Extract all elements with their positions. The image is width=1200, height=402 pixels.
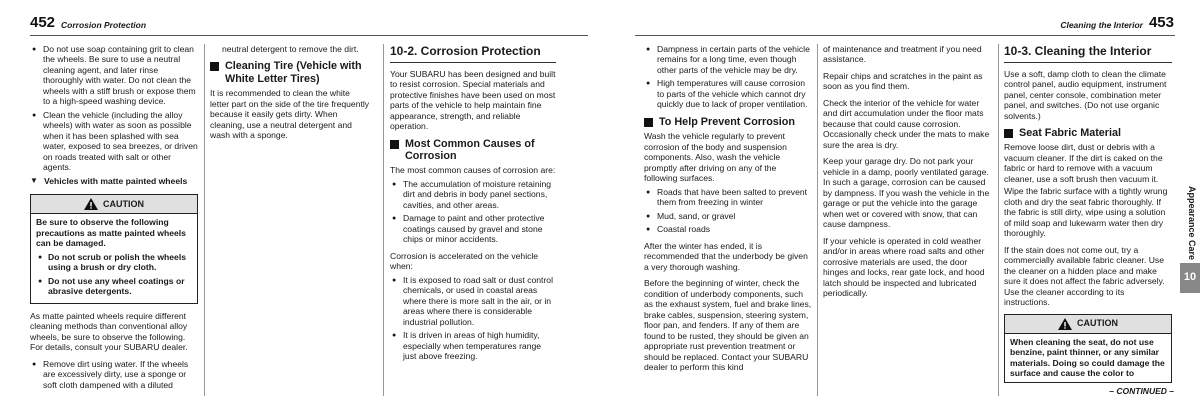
square-bullet-icon: [390, 140, 399, 149]
square-bullet-icon: [210, 62, 219, 71]
caution-title: CAUTION: [103, 198, 144, 209]
square-bullet-icon: [644, 118, 653, 127]
matte-wheels-list: [30, 359, 198, 390]
wash-paragraph: Wash the vehicle regularly to prevent corrosion of the body and suspension components. Also, wash the vehicle promptly after driving on any of the following surfaces.: [644, 131, 787, 184]
garage-paragraph: Keep your garage dry. Do not park your vehicle in a damp, poorly ventilated garage. In such a garage, corrosion can be caused by dampness. If you wash the vehicle in the garage or put the vehicle into the garage when wet or covered with snow, that can cause dampness.: [823, 156, 990, 230]
caution-list: [36, 252, 192, 297]
warning-triangle-icon: [84, 198, 98, 210]
caution-box-wheels: [30, 194, 198, 303]
right-page-number: 453: [1148, 13, 1174, 31]
caution-intro: Be sure to observe the following precautions as matte painted wheels can be damaged.: [36, 217, 186, 249]
causes-intro: The most common causes of corrosion are:: [390, 165, 556, 176]
before-winter-paragraph: Before the beginning of winter, check the condition of underbody components, such as the exhaust system, fuel and brake lines, brake cables, suspension, steering system, floor pan, and fenders. If any of them are found to be rusted, they should be given an appropriate rust prevention treatment or should be replaced. Contact your SUBARU dealer to perform this kind: [644, 278, 812, 372]
list-item: ● Do not use any wheel coatings or abrasive detergents.: [36, 276, 192, 297]
column-1: [30, 44, 198, 393]
list-item: ● It is driven in areas of high humidity, especially when temperatures range just above freezing.: [390, 330, 556, 361]
surfaces-list: [644, 187, 812, 235]
heading-text: Seat Fabric Material: [1019, 127, 1122, 140]
list-item: ● Coastal roads: [644, 224, 812, 234]
vacuum-paragraph: Remove loose dirt, dust or debris with a vacuum cleaner. If the dirt is caked on the fabric or hard to remove with a vacuum cleaner, use a soft brush then vacuum it.: [1004, 142, 1163, 184]
common-causes-heading: [390, 138, 556, 163]
matte-wheels-subheading: ▼ Vehicles with matte painted wheels: [30, 176, 198, 186]
white-letter-tires-paragraph: It is recommended to clean the white letter part on the side of the tire frequently because it easily gets dirty. When cleaning, use a neutral detergent and wash with a sponge.: [210, 88, 370, 141]
list-item: ● It is exposed to road salt or dust control chemicals, or used in coastal areas where there is more salt in the air, or in areas where there is considerable industrial pollution.: [390, 275, 556, 327]
caution-body: [31, 214, 197, 302]
continued-label: – CONTINUED –: [1109, 385, 1174, 396]
cold-weather-paragraph: If your vehicle is operated in cold weather and/or in areas where road salts and other corrosive materials are used, the door hinges and locks, rear gate lock, and hood latch should be inspected and lubricated periodically.: [823, 235, 985, 299]
left-page-header: [0, 0, 600, 36]
chapter-side-label: Appearance Care: [1187, 186, 1197, 261]
caution-header: [1005, 315, 1171, 334]
continued-causes-list: [644, 44, 812, 110]
list-item: ● Clean the vehicle (including the alloy wheels) with water as soon as possible when it has been splashed with sea water, exposed to sea breezes, or driven on roads treated with salt or other agents.: [30, 110, 198, 173]
repair-paragraph: Repair chips and scratches in the paint as soon as you find them.: [823, 70, 983, 92]
column-divider: [817, 44, 818, 396]
section-title-interior: 10-3. Cleaning the Interior: [1004, 44, 1172, 63]
left-page-number: 452: [30, 13, 56, 31]
heading-text: Most Common Causes of Corrosion: [405, 137, 535, 162]
interior-check-paragraph: Check the interior of the vehicle for water and dirt accumulation under the floor mats because that could cause corrosion. Occasionally check under the mats to make sure the area is dry.: [823, 97, 990, 150]
column-5: [823, 44, 993, 305]
list-item: ● Do not scrub or polish the wheels using a brush or dry cloth.: [36, 252, 192, 273]
column-divider: [383, 44, 384, 396]
caution-box-seat: [1004, 314, 1172, 383]
white-letter-tires-heading: [210, 60, 370, 85]
column-4: [644, 44, 812, 378]
list-item: ● Mud, sand, or gravel: [644, 211, 812, 221]
stain-paragraph: If the stain does not come out, try a commercially available fabric cleaner. Use the cleaner on a hidden place and make sure it does not affect the fabric adversely. Use the cleaner according to its instructions.: [1004, 244, 1165, 308]
right-header-rule: [635, 35, 1175, 36]
maintenance-paragraph: of maintenance and treatment if you need assistance.: [823, 44, 982, 65]
heading-text: To Help Prevent Corrosion: [659, 115, 795, 128]
left-section-title: Corrosion Protection: [61, 19, 147, 30]
list-item: ● High temperatures will cause corrosion to parts of the vehicle which cannot dry quickly due to lack of proper ventilation.: [644, 78, 812, 109]
right-section-title: Cleaning the Interior: [1060, 19, 1143, 30]
column-2: [210, 44, 370, 147]
list-item: ● The accumulation of moisture retaining dirt and debris in body panel sections, cavities, and other areas.: [390, 179, 556, 210]
after-winter-paragraph: After the winter has ended, it is recommended that the underbody be given a very thorough washing.: [644, 240, 808, 272]
accelerated-intro: Corrosion is accelerated on the vehicle when:: [390, 250, 539, 272]
caution-body: When cleaning the seat, do not use benzine, paint thinner, or any similar materials. Doing so could damage the surface and cause the color to: [1010, 336, 1165, 379]
list-item: ● Remove dirt using water. If the wheels are excessively dirty, use a sponge or soft cloth dampened with a diluted: [30, 359, 198, 390]
matte-wheels-paragraph: As matte painted wheels require different cleaning methods than conventional alloy wheels, be sure to observe the following. For details, consult your SUBARU dealer.: [30, 310, 188, 353]
column-6: [1004, 44, 1172, 383]
wheel-care-list: [30, 44, 198, 173]
continued-text: neutral detergent to remove the dirt.: [222, 44, 359, 54]
square-bullet-icon: [1004, 129, 1013, 138]
chapter-tab: 10: [1180, 263, 1200, 293]
accelerated-list: [390, 275, 556, 362]
right-page-header: [600, 0, 1200, 36]
corrosion-intro: Your SUBARU has been designed and built to resist corrosion. Special materials and protective finishes have been used on most parts of the vehicle to help maintain fine appearance, strength, and reliable operation.: [390, 68, 556, 132]
caution-title: CAUTION: [1077, 318, 1118, 329]
column-divider: [204, 44, 205, 396]
list-item: ● Dampness in certain parts of the vehicle remains for a long time, even though other parts of the vehicle may be dry.: [644, 44, 812, 75]
prevent-corrosion-heading: [644, 116, 812, 128]
list-item: ● Roads that have been salted to prevent them from freezing in winter: [644, 187, 812, 208]
column-3: [390, 44, 556, 365]
seat-fabric-heading: [1004, 127, 1172, 139]
column-divider: [998, 44, 999, 396]
caution-header: [31, 195, 197, 214]
interior-intro: Use a soft, damp cloth to clean the climate control panel, audio equipment, instrument panel, center console, combination meter panel, and switches. (Do not use organic solvents.): [1004, 68, 1167, 121]
page-gutter: [600, 0, 622, 402]
causes-list: [390, 179, 556, 245]
section-title-corrosion: 10-2. Corrosion Protection: [390, 44, 556, 63]
left-header-rule: [30, 35, 588, 36]
list-item: ● Do not use soap containing grit to clean the wheels. Be sure to use a neutral cleaning agent, and later rinse thoroughly with water. Do not clean the wheels with a stiff brush or expose them to a high-speed washing device.: [30, 44, 198, 107]
heading-text: Cleaning Tire (Vehicle with White Letter Tires): [225, 60, 362, 85]
list-item: ● Damage to paint and other protective coatings caused by gravel and stone chips or minor accidents.: [390, 213, 556, 244]
wipe-paragraph: Wipe the fabric surface with a tightly wrung cloth and dry the seat fabric thoroughly. If the fabric is still dirty, wipe using a solution of mild soap and lukewarm water then dry thoroughly.: [1004, 186, 1168, 239]
warning-triangle-icon: [1058, 318, 1072, 330]
